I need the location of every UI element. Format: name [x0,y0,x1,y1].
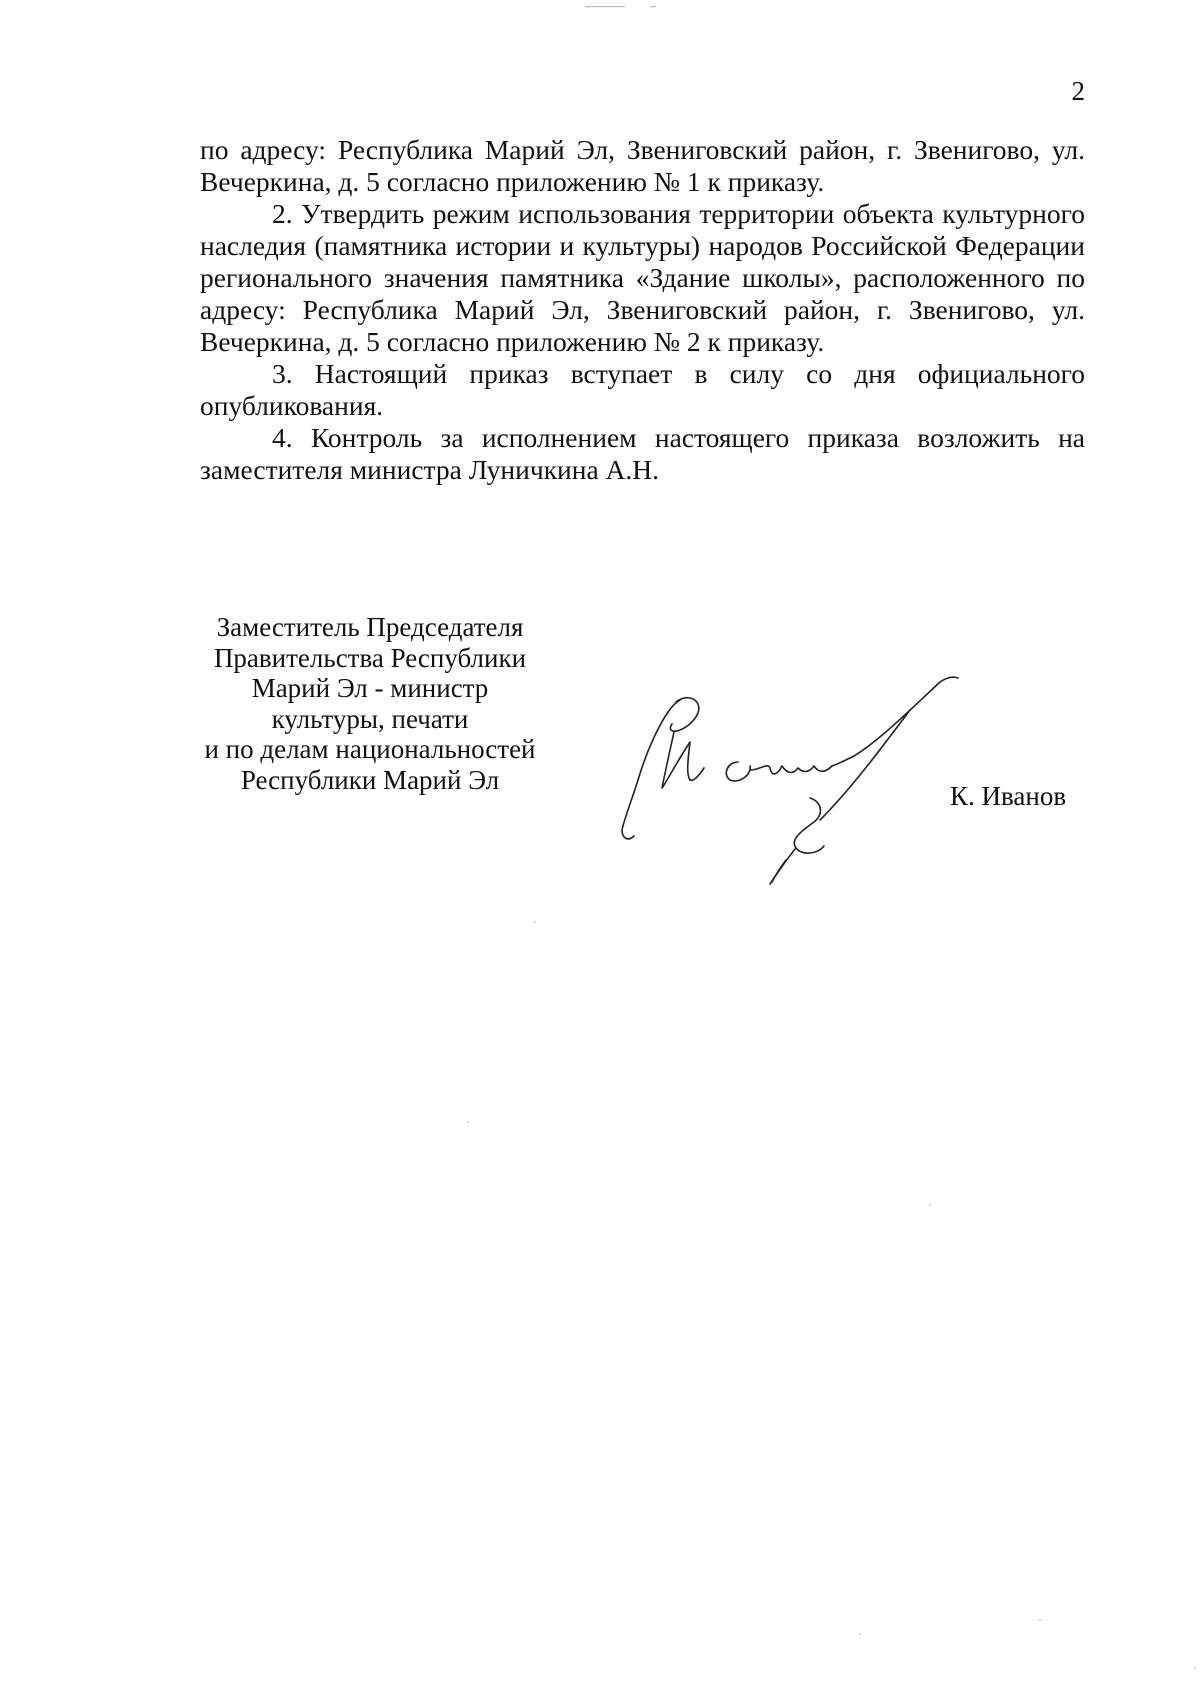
signer-name: К. Иванов [950,781,1067,811]
page-number: 2 [1071,76,1085,106]
signatory-title-block [180,612,560,795]
signatory-title-line: и по делам национальностей [204,734,536,764]
paragraph-item-2: 2. Утвердить режим использования территории объекта культурного наследия (памятника истории и культуры) народов Российской Федерации регионального значения памятника «Здание школы», расположенного по адресу: Республика Марий Эл, Звениговский район, г. Звенигово, ул. Вечеркина, д. 5 согласно приложению № 2 к приказу. [200,198,1085,357]
signatory-title-line: Марий Эл - министр [251,673,489,703]
paragraph-continuation: по адресу: Республика Марий Эл, Звениговский район, г. Звенигово, ул. Вечеркина, д. 5 согласно приложению № 1 к приказу. [200,134,1085,197]
signatory-title-line: культуры, печати [271,703,469,734]
signatory-title-line: Правительства Республики [213,642,527,673]
document-body [200,134,1085,486]
signatory-title-line: Заместитель Председателя [216,612,524,642]
signatory-title-line: Республики Марий Эл [240,764,500,795]
paragraph-item-3: 3. Настоящий приказ вступает в силу со дня официального опубликования. [200,358,1085,421]
paragraph-item-4: 4. Контроль за исполнением настоящего приказа возложить на заместителя министра Луничкина А.Н. [200,422,1085,485]
